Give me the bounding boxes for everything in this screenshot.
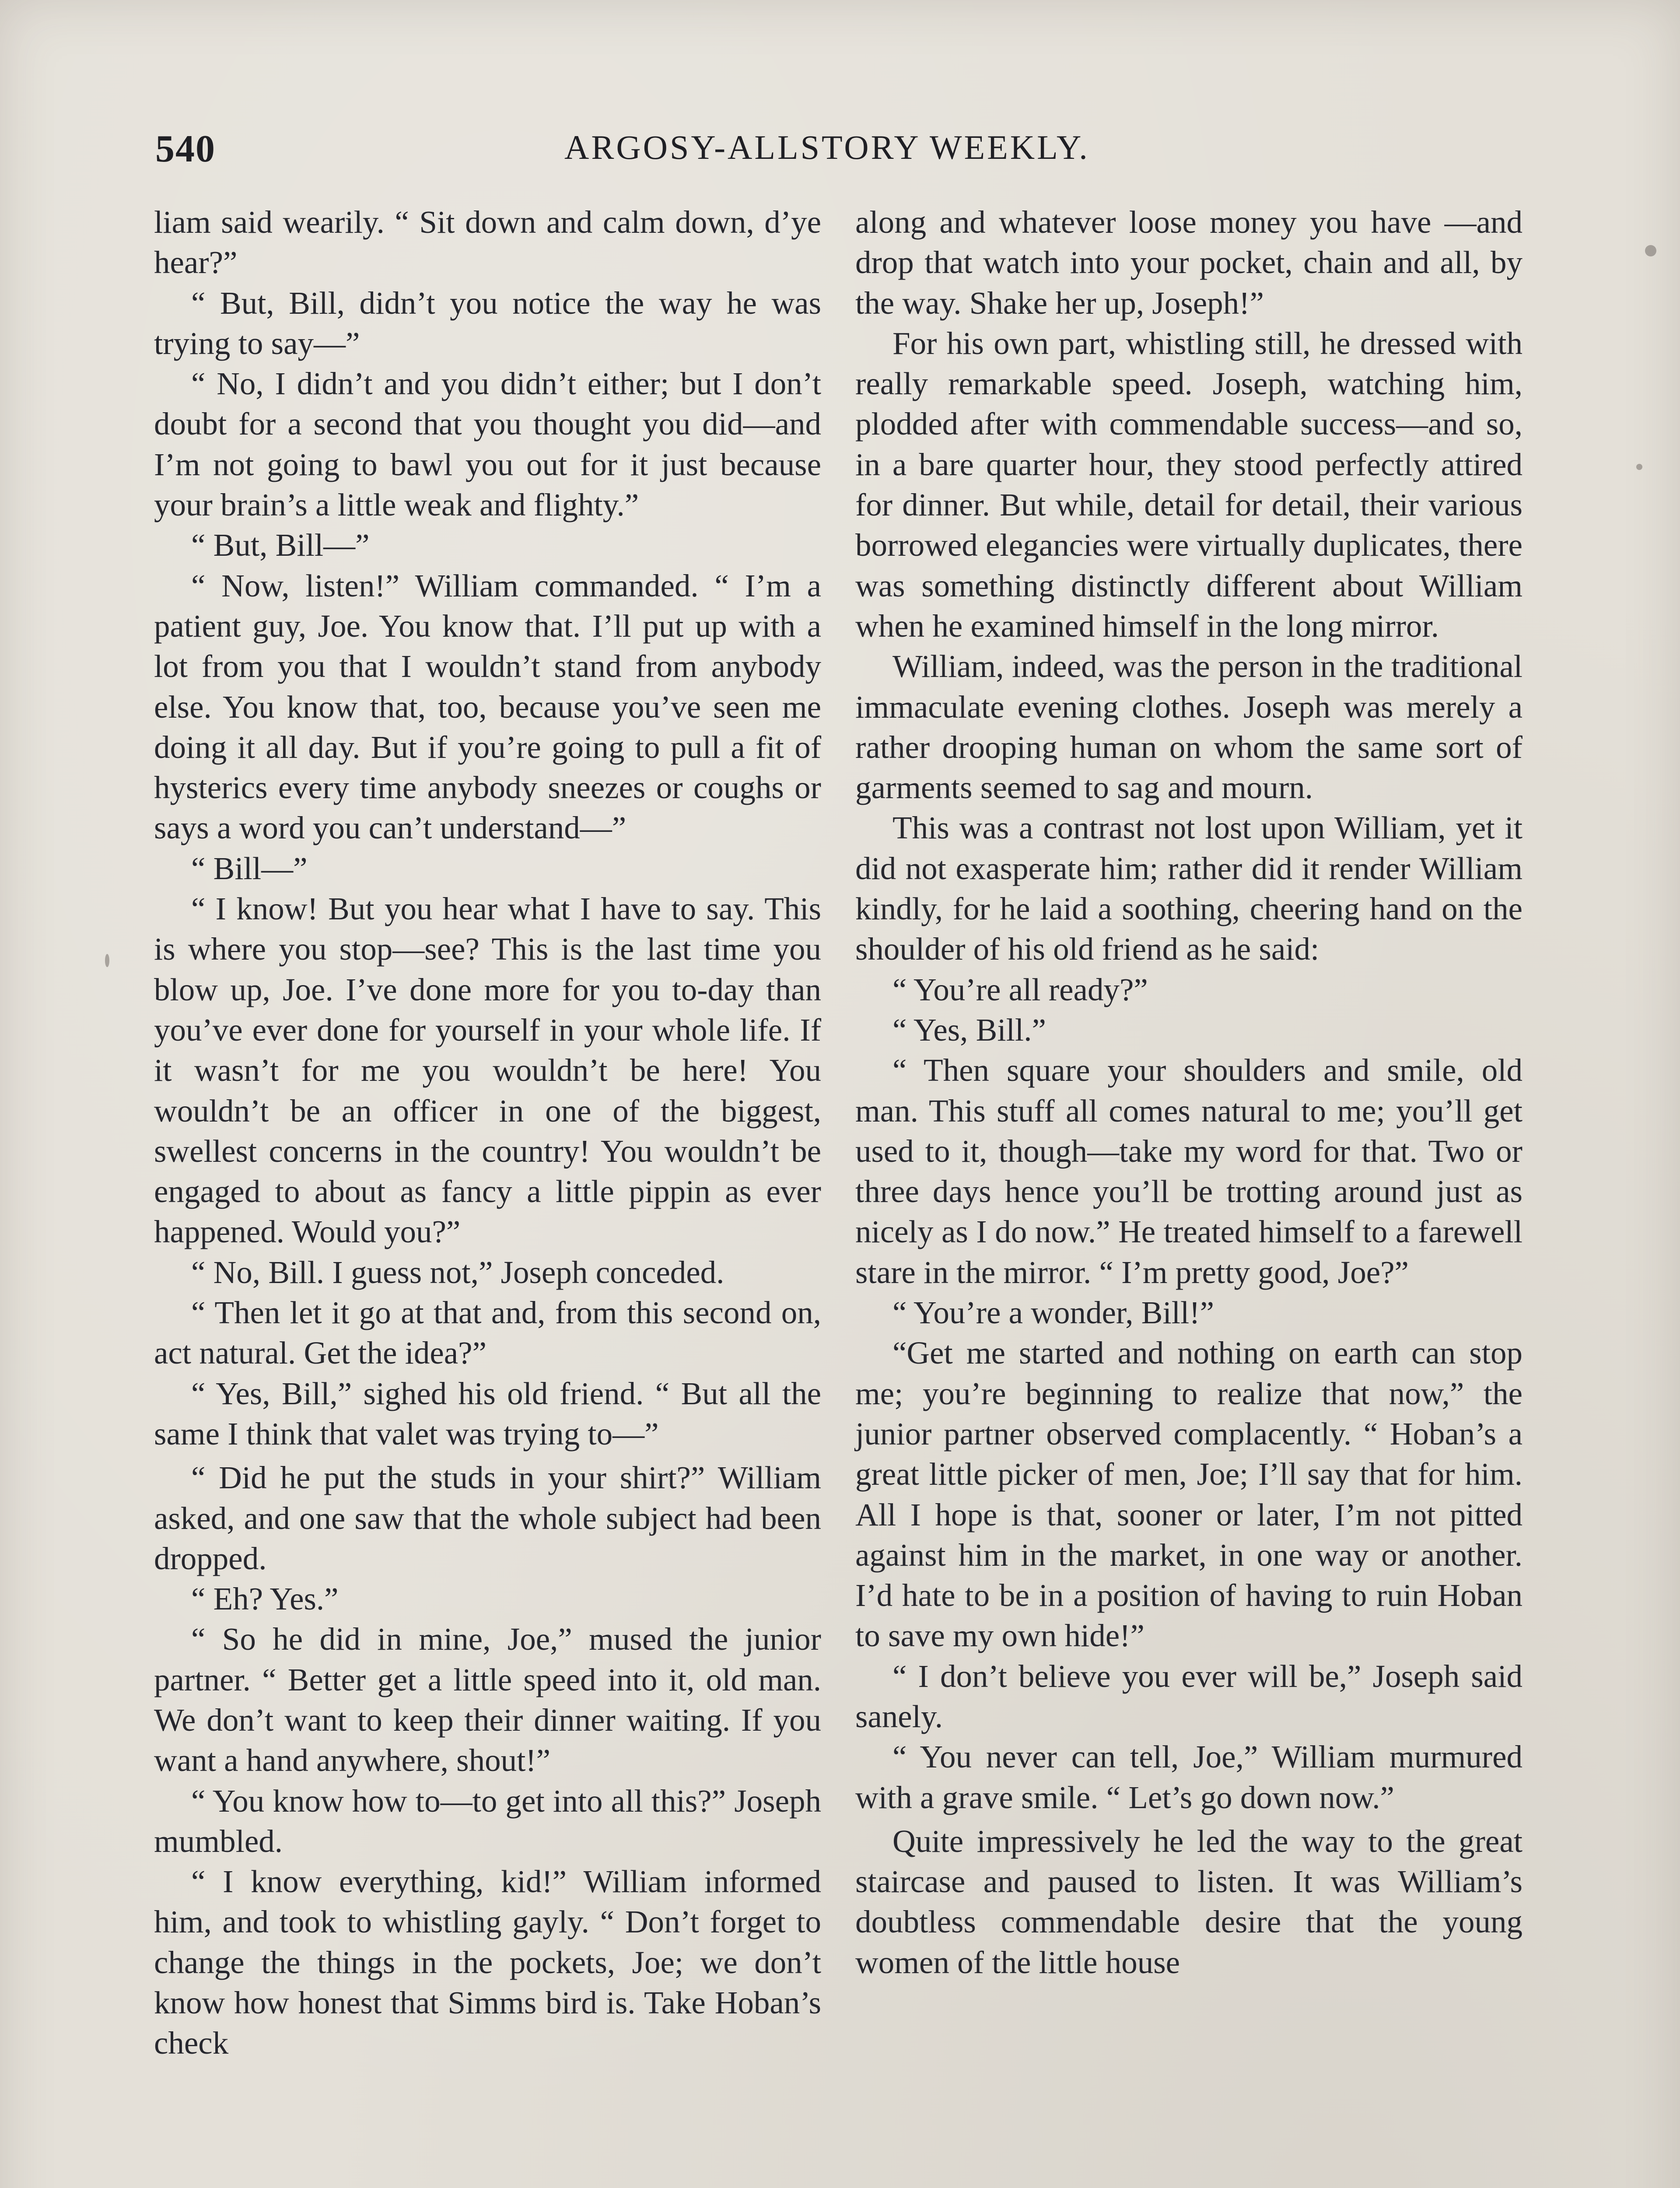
- paragraph: “ Did he put the studs in your shirt?” William asked, and one saw that the whole subject had been dropped.: [154, 1460, 821, 1576]
- paragraph: “ You never can tell, Joe,” William murmured with a grave smile. “ Let’s go down now.”: [855, 1739, 1522, 1815]
- paragraph: “ Then let it go at that and, from this second on, act natural. Get the idea?”: [154, 1295, 821, 1371]
- paragraph: “Get me started and nothing on earth can stop me; you’re beginning to realize that now,” the junior partner observed complacently. “ Hoban’s a great little picker of men, Joe; I’ll say that for him. All I hope is that, sooner or later, I’m not pitted against him in the market, in one way or another. I’d hate to be in a position of having to ruin Hoban to save my own hide!”: [855, 1335, 1522, 1654]
- running-head: ARGOSY-ALLSTORY WEEKLY.: [564, 128, 1090, 166]
- paragraph: William, indeed, was the person in the traditional immaculate evening clothes. Joseph was merely a rather drooping human on whom the same sort of garments seemed to sag and mourn.: [855, 649, 1522, 806]
- paper-speck: [105, 954, 109, 967]
- paragraph: “ You’re a wonder, Bill!”: [892, 1295, 1214, 1331]
- right-column: [855, 202, 1522, 1983]
- paragraph: “ I don’t believe you ever will be,” Joseph said sanely.: [855, 1658, 1522, 1734]
- page-header: [155, 127, 1533, 179]
- paragraph: “ Yes, Bill.”: [892, 1012, 1046, 1048]
- paragraph: liam said wearily. “ Sit down and calm down, d’ye hear?”: [154, 204, 821, 281]
- paragraph: “ I know! But you hear what I have to say. This is where you stop—see? This is the last time you blow up, Joe. I’ve done more for you to-day than you’ve ever done for yourself in your whole life. If it wasn’t for me you wouldn’t be here! You wouldn’t be an officer in one of the biggest, swellest concerns in the country! You wouldn’t be engaged to about as fancy a little pippin as ever happened. Would you?”: [154, 891, 821, 1250]
- paper-speck: [1645, 245, 1656, 256]
- paragraph: “ Then square your shoulders and smile, old man. This stuff all comes natural to me; you’ll get used to it, though—take my word for that. Two or three days hence you’ll be trotting around just as nicely as I do now.” He treated himself to a farewell stare in the mirror. “ I’m pretty good, Joe?”: [855, 1052, 1522, 1290]
- paragraph: “ So he did in mine, Joe,” mused the junior partner. “ Better get a little speed into it, old man. We don’t want to keep their dinner waiting. If you want a hand anywhere, shout!”: [154, 1621, 821, 1778]
- paragraph: “ No, Bill. I guess not,” Joseph conceded.: [191, 1254, 724, 1290]
- paragraph: “ You know how to—to get into all this?” Joseph mumbled.: [154, 1783, 821, 1859]
- paper-speck: [1636, 464, 1642, 470]
- left-column: [154, 202, 821, 2064]
- paragraph: “ No, I didn’t and you didn’t either; but I don’t doubt for a second that you thought you did—and I’m not going to bawl you out for it just because your brain’s a little weak and flighty.”: [154, 366, 821, 523]
- paragraph: “ Now, listen!” William commanded. “ I’m a patient guy, Joe. You know that. I’ll put up with a lot from you that I wouldn’t stand from anybody else. You know that, too, because you’ve seen me doing it all day. But if you’re going to pull a fit of hysterics every time anybody sneezes or coughs or says a word you can’t understand—”: [154, 568, 821, 846]
- paragraph: “ But, Bill, didn’t you notice the way he was trying to say—”: [154, 285, 821, 361]
- page-number: 540: [155, 128, 216, 170]
- paragraph: For his own part, whistling still, he dressed with really remarkable speed. Joseph, watching him, plodded after with commendable success—and so, in a bare quarter hour, they stood perfectly attired for dinner. But while, detail for detail, their various borrowed elegancies were virtually duplicates, there was something distinctly different about William when he examined himself in the long mirror.: [855, 325, 1522, 644]
- paragraph: “ I know everything, kid!” William informed him, and took to whistling gayly. “ Don’t forget to change the things in the pockets, Joe; we don’t know how honest that Simms bird is. Take Hoban’s check: [154, 1864, 821, 2061]
- paragraph: This was a contrast not lost upon William, yet it did not exasperate him; rather did it render William kindly, for he laid a soothing, cheering hand on the shoulder of his old friend as he said:: [855, 810, 1522, 967]
- paragraph: “ You’re all ready?”: [892, 971, 1148, 1007]
- paragraph: Quite impressively he led the way to the great staircase and paused to listen. It was William’s doubtless commendable desire that the young women of the little house: [855, 1823, 1522, 1980]
- paragraph: along and whatever loose money you have —and drop that watch into your pocket, chain and all, by the way. Shake her up, Joseph!”: [855, 204, 1522, 321]
- paragraph: “ Yes, Bill,” sighed his old friend. “ But all the same I think that valet was trying to—”: [154, 1375, 821, 1452]
- paragraph: “ Bill—”: [191, 850, 308, 886]
- paragraph: “ But, Bill—”: [191, 527, 370, 563]
- paragraph: “ Eh? Yes.”: [191, 1581, 339, 1617]
